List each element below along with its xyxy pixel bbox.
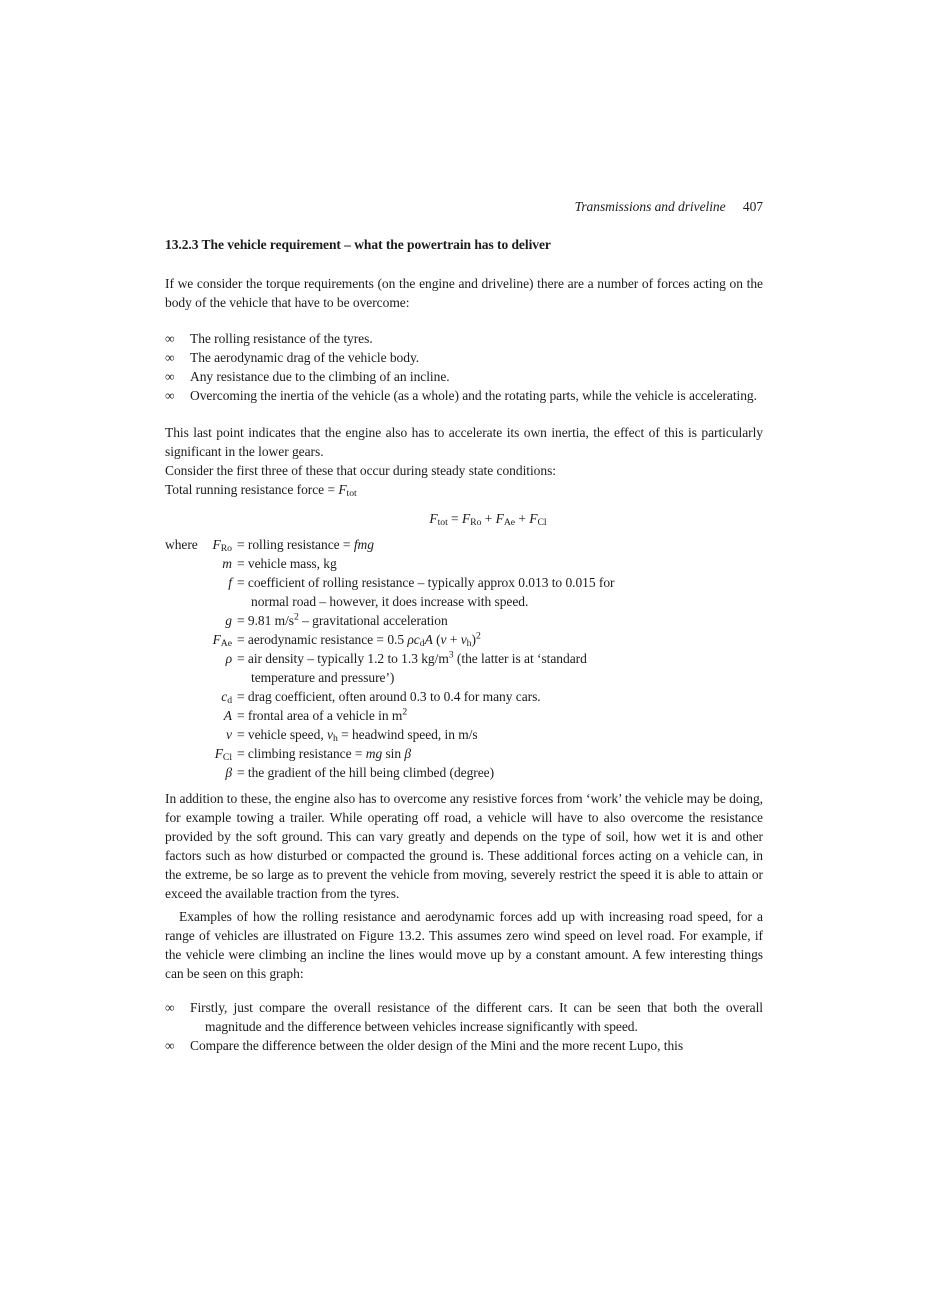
list-item-text: Firstly, just compare the overall resistance of the different cars. It can be seen that both the overall magnitude and the difference between vehicles increase significantly with speed. [190,1000,763,1034]
bullet-glyph: ∞ [165,369,175,384]
definition: = vehicle mass, kg [237,556,337,571]
where-row-continuation [165,592,763,611]
paragraph-intro: If we consider the torque requirements (on the engine and driveline) there are a number of forces acting on the body of the vehicle that have to be overcome: [165,276,763,310]
where-row [165,763,763,782]
list-item-text: Compare the difference between the older design of the Mini and the more recent Lupo, this [190,1038,684,1053]
list-item [165,329,763,348]
text-column [165,0,763,1055]
variable: f [228,575,232,590]
definition: = vehicle speed, $v_h$ = headwind speed, in m/s [237,727,478,745]
definition: = air density – typically 1.2 to 1.3 $kg/m^3$ (the latter is at ‘standard [237,649,587,666]
list-item-text: The rolling resistance of the tyres. [190,331,373,346]
list-item [165,1036,763,1055]
where-row [165,725,763,744]
variable: m [222,556,232,571]
definition: = drag coefficient, often around 0.3 to 0.4 for many cars. [237,689,541,704]
variable: v [226,727,232,742]
where-row [165,744,763,763]
paragraph-additional-forces: In addition to these, the engine also has to overcome any resistive forces from ‘work’ the vehicle may be doing, for example towing a trailer. While operating off road, a vehicle will have to also overcome the resistance provided by the soft ground. This can vary greatly and depends on the type of soil, how wet it is and other factors such as how disturbed or compacted the ground is. These additional forces acting on a vehicle can, in the extreme, be so large as to prevent the vehicle from moving, severely restrict the speed it is able to attain or exceed the available traction from the tyres. [165,791,763,901]
where-row [165,687,763,706]
where-row [165,554,763,573]
bullet-glyph: ∞ [165,1038,175,1053]
list-item [165,998,763,1036]
list-item-text: The aerodynamic drag of the vehicle body. [190,350,420,365]
variable: $c_d$ [221,689,232,707]
running-title: Transmissions and driveline [574,199,726,214]
bullet-glyph: ∞ [165,1000,175,1015]
where-row [165,706,763,725]
paragraph-consider: Consider the first three of these that occur during steady state conditions: [165,463,556,478]
total-force-line: Total running resistance force = $F_{tot}$ [165,482,357,500]
definition: = rolling resistance = fmg [237,537,374,552]
where-row [165,535,763,554]
definition: normal road – however, it does increase with speed. [251,594,529,609]
paragraph-inertia-note: This last point indicates that the engine also has to accelerate its own inertia, the effect of this is particularly significant in the lower gears. [165,425,763,459]
where-row [165,630,763,649]
variable: ρ [225,651,232,666]
list-item [165,348,763,367]
where-row-continuation [165,668,763,687]
variable: g [225,613,232,628]
variable: β [225,765,232,780]
variable: $F_{Ro}$ [212,537,232,555]
list-item-text: Any resistance due to the climbing of an incline. [190,369,450,384]
resistance-equation: $F_{tot} = F_{Ro} + F_{Ae} + F_{Cl}$ [429,511,547,529]
page-header [165,197,763,216]
where-definitions-block [165,535,763,782]
definition: = aerodynamic resistance = 0.5 $\rho c_dA$ $(v + v_h)^2$ [237,630,481,650]
definition: = the gradient of the hill being climbed (degree) [237,765,495,780]
definition: = coefficient of rolling resistance – typically approx 0.013 to 0.015 for [237,575,615,590]
bullet-glyph: ∞ [165,388,175,403]
variable: $F_{Ae}$ [212,632,232,650]
list-item [165,386,763,405]
where-row [165,649,763,668]
definition: = frontal area of a vehicle in $m^2$ [237,706,408,723]
list-item [165,367,763,386]
graph-observations-list [165,998,763,1055]
bullet-glyph: ∞ [165,350,175,365]
definition: = 9.81 $m/s^2$ – gravitational acceleration [237,611,448,628]
section-heading: 13.2.3 The vehicle requirement – what the powertrain has to deliver [165,237,551,252]
where-row [165,611,763,630]
where-label: where [165,537,198,552]
where-row [165,573,763,592]
page-number: 407 [742,199,763,214]
variable [165,592,232,611]
definition: temperature and pressure’) [251,670,395,685]
forces-bullet-list [165,329,763,405]
paragraph-examples: Examples of how the rolling resistance and aerodynamic forces add up with increasing road speed, for a range of vehicles are illustrated on Figure 13.2. This assumes zero wind speed on level road. For example, if the vehicle were climbing an incline the lines would move up by a constant amount. A few interesting things can be seen on this graph: [165,909,763,981]
variable [165,668,232,687]
list-item-text: Overcoming the inertia of the vehicle (as a whole) and the rotating parts, while the vehicle is accelerating. [190,388,757,403]
variable: A [223,708,232,723]
definition: = climbing resistance = mg sin β [237,746,412,761]
variable: $F_{Cl}$ [214,746,232,764]
bullet-glyph: ∞ [165,331,175,346]
